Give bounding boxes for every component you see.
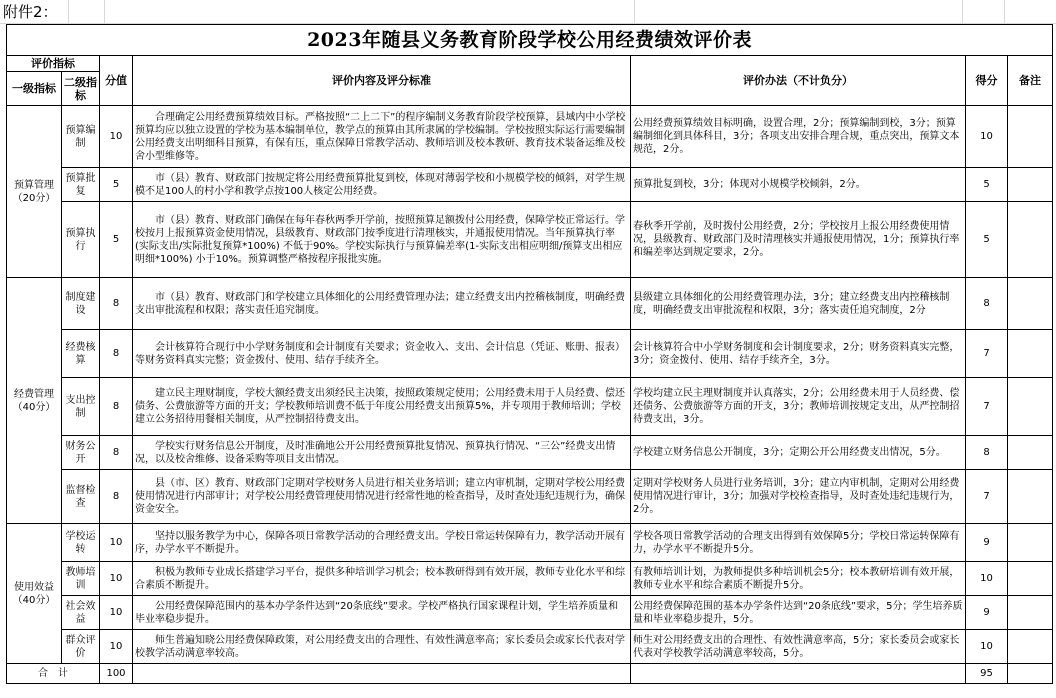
table-row (7, 470, 1053, 524)
level1-cell: 使用效益（40分） (7, 524, 62, 664)
content-cell: 合理确定公用经费预算绩效目标。严格按照“二上二下”的程序编制义务教育阶段学校预算，县域内中小学校预算均应以独立设置的学校为基本编制单位，教学点的预算由其所隶属的学校编制。学校按照实际运行需要编制公用经费支出明细科目预算，有保有压，重点保障日常教学活动、教师培训及校本教研、教育技术装备运维及校舍小型维修等。 (133, 106, 631, 168)
value-cell: 10 (100, 524, 133, 562)
score-cell: 7 (966, 470, 1008, 524)
table-title: 2023年随县义务教育阶段学校公用经费绩效评价表 (7, 25, 1053, 56)
method-cell: 会计核算符合中小学财务制度和会计制度要求，2分；财务资料真实完整，3分；资金拨付、使用、结存手续齐全，3分。 (631, 330, 966, 378)
header-content: 评价内容及评分标准 (133, 56, 631, 106)
remark-cell (1008, 470, 1053, 524)
value-cell: 8 (100, 278, 133, 330)
content-cell: 市（县）教育、财政部门确保在每年春秋两季开学前，按照预算足额拨付公用经费，保障学校正常运行。学校按月上报预算资金使用情况，县级教育、财政部门按季度进行清理核实，并通报使用情况。当年预算执行率(实际支出/实际批复预算*100%) 不低于90%。学校实际执行与预算偏差率(1-实际支出相应明细/预算支出相应明细*100%) 小于10%。预算调整严格按程序报批实施。 (133, 202, 631, 278)
total-label: 合 计 (7, 664, 100, 684)
remark-cell (1008, 524, 1053, 562)
header-indicator: 评价指标 (7, 56, 100, 72)
value-cell: 10 (100, 596, 133, 630)
level2-cell: 支出控制 (62, 378, 100, 436)
value-cell: 5 (100, 168, 133, 202)
content-cell: 积极为教师专业成长搭建学习平台，提供多种培训学习机会；校本教研得到有效开展，教师专业化水平和综合素质不断提升。 (133, 562, 631, 596)
content-cell: 市（县）教育、财政部门和学校建立具体细化的公用经费管理办法；建立经费支出内控稽核制度，明确经费支出审批流程和权限；落实责任追究制度。 (133, 278, 631, 330)
table-row (7, 202, 1053, 278)
remark-cell (1008, 278, 1053, 330)
value-cell: 10 (100, 106, 133, 168)
table-row (7, 330, 1053, 378)
grid-line (962, 0, 963, 24)
method-cell: 县级建立具体细化的公用经费管理办法，3分；建立经费支出内控稽核制度，明确经费支出审批流程和权限，3分；落实责任追究制度，2分 (631, 278, 966, 330)
value-cell: 10 (100, 630, 133, 664)
score-cell: 10 (966, 630, 1008, 664)
score-cell: 10 (966, 106, 1008, 168)
total-method (631, 664, 966, 684)
header-level1: 一级指标 (7, 72, 62, 106)
method-cell: 学校均建立民主理财制度并认真落实，2分；公用经费未用于人员经费、偿还债务、公费旅游等方面的开支，3分；教师培训按规定支出，从严控制招待费支出，3分。 (631, 378, 966, 436)
remark-cell (1008, 562, 1053, 596)
method-cell: 学校各项日常教学活动的合理支出得到有效保障5分；学校日常运转保障有力，办学水平不断提升5分。 (631, 524, 966, 562)
content-cell: 坚持以服务教学为中心，保障各项日常教学活动的合理经费支出。学校日常运转保障有力，教学活动开展有序，办学水平不断提升。 (133, 524, 631, 562)
remark-cell (1008, 106, 1053, 168)
table-row (7, 278, 1053, 330)
value-cell: 10 (100, 562, 133, 596)
level1-cell: 经费管理（40分） (7, 278, 62, 524)
score-cell: 7 (966, 378, 1008, 436)
grid-line (68, 0, 69, 24)
value-cell: 8 (100, 436, 133, 470)
header-score: 得分 (966, 56, 1008, 106)
level1-cell: 预算管理（20分） (7, 106, 62, 278)
content-cell: 公用经费保障范围内的基本办学条件达到“20条底线”要求。学校严格执行国家课程计划，学生培养质量和毕业率稳步提升。 (133, 596, 631, 630)
level2-cell: 财务公开 (62, 436, 100, 470)
score-cell: 9 (966, 524, 1008, 562)
remark-cell (1008, 378, 1053, 436)
header-level2: 二级指标 (62, 72, 100, 106)
score-cell: 8 (966, 278, 1008, 330)
method-cell: 预算批复到校，3分；体现对小规模学校倾斜，2分。 (631, 168, 966, 202)
method-cell: 春秋季开学前，及时拨付公用经费，2分；学校按月上报公用经费使用情况，县级教育、财政部门及时清理核实并通报使用情况，1分；预算执行率和编差率达到规定要求，2分。 (631, 202, 966, 278)
table-row (7, 562, 1053, 596)
score-cell: 5 (966, 168, 1008, 202)
grid-line (1004, 0, 1005, 24)
content-cell: 县（市、区）教育、财政部门定期对学校财务人员进行相关业务培训；建立内审机制，定期对学校公用经费使用情况进行内部审计；对学校公用经费管理使用情况进行经常性地的检查指导，及时查处违纪违规行为，确保资金安全。 (133, 470, 631, 524)
score-cell: 7 (966, 330, 1008, 378)
level2-cell: 经费核算 (62, 330, 100, 378)
score-cell: 8 (966, 436, 1008, 470)
total-content (133, 664, 631, 684)
value-cell: 8 (100, 330, 133, 378)
header-score-value: 分值 (100, 56, 133, 106)
table-row (7, 596, 1053, 630)
remark-cell (1008, 436, 1053, 470)
grid-line (104, 0, 105, 24)
content-cell: 学校实行财务信息公开制度，及时准确地公开公用经费预算批复情况、预算执行情况、“三公”经费支出情况，以及校舍维修、设备采购等项目支出情况。 (133, 436, 631, 470)
level2-cell: 教师培训 (62, 562, 100, 596)
table-row (7, 106, 1053, 168)
remark-cell (1008, 202, 1053, 278)
level2-cell: 群众评价 (62, 630, 100, 664)
level2-cell: 制度建设 (62, 278, 100, 330)
value-cell: 5 (100, 202, 133, 278)
table-row (7, 436, 1053, 470)
attachment-label: 附件2： (3, 3, 58, 21)
total-row (7, 664, 1053, 684)
method-cell: 公用经费预算绩效目标明确，设置合理，2分；预算编制到校，3分；预算编制细化到具体科目，3分；各项支出安排合理合规，重点突出，预算文本规范，2分。 (631, 106, 966, 168)
method-cell: 有教师培训计划，为教师提供多种培训机会5分；校本教研培训有效开展，教师专业水平和综合素质不断提升5分。 (631, 562, 966, 596)
method-cell: 定期对学校财务人员进行业务培训，3分；建立内审机制，定期对公用经费使用情况进行审计，3分；加强对学校检查指导，及时查处违纪违规行为，2分。 (631, 470, 966, 524)
content-cell: 会计核算符合现行中小学财务制度和会计制度有关要求；资金收入、支出、会计信息（凭证、账册、报表）等财务资料真实完整；资金拨付、使用、结存手续齐全。 (133, 330, 631, 378)
level2-cell: 预算编制 (62, 106, 100, 168)
table-row (7, 630, 1053, 664)
table-row (7, 378, 1053, 436)
method-cell: 公用经费保障范围的基本办学条件达到“20条底线”要求，5分；学生培养质量和毕业率稳步提升，5分。 (631, 596, 966, 630)
method-cell: 师生对公用经费支出的合理性、有效性满意率高，5分；家长委员会或家长代表对学校教学活动满意率较高，5分。 (631, 630, 966, 664)
content-cell: 市（县）教育、财政部门按规定将公用经费预算批复到校，体现对薄弱学校和小规模学校的倾斜，对学生规模不足100人的村小学和教学点按100人核定公用经费。 (133, 168, 631, 202)
total-value: 100 (100, 664, 133, 684)
table-row (7, 168, 1053, 202)
total-score: 95 (966, 664, 1008, 684)
remark-cell (1008, 330, 1053, 378)
header-remark: 备注 (1008, 56, 1053, 106)
level2-cell: 社会效益 (62, 596, 100, 630)
score-cell: 5 (966, 202, 1008, 278)
content-cell: 建立民主理财制度，学校大额经费支出须经民主决策，按照政策规定使用；公用经费未用于人员经费、偿还债务、公费旅游等方面的开支；学校教师培训费不低于年度公用经费支出预算5%，并专项用于教师培训；学校建立公务招待用餐相关制度，从严控制招待费支出。 (133, 378, 631, 436)
score-cell: 10 (966, 562, 1008, 596)
level2-cell: 预算执行 (62, 202, 100, 278)
method-cell: 学校建立财务信息公开制度，3分；定期公开公用经费支出情况，5分。 (631, 436, 966, 470)
total-remark (1008, 664, 1053, 684)
table-row (7, 524, 1053, 562)
level2-cell: 学校运转 (62, 524, 100, 562)
content-cell: 师生普遍知晓公用经费保障政策，对公用经费支出的合理性、有效性满意率高；家长委员会或家长代表对学校教学活动满意率较高。 (133, 630, 631, 664)
score-cell: 9 (966, 596, 1008, 630)
remark-cell (1008, 596, 1053, 630)
level2-cell: 预算批复 (62, 168, 100, 202)
evaluation-table (6, 24, 1053, 684)
grid-line (634, 0, 635, 24)
level2-cell: 监督检查 (62, 470, 100, 524)
header-method: 评价办法（不计负分） (631, 56, 966, 106)
remark-cell (1008, 630, 1053, 664)
value-cell: 8 (100, 378, 133, 436)
remark-cell (1008, 168, 1053, 202)
value-cell: 8 (100, 470, 133, 524)
